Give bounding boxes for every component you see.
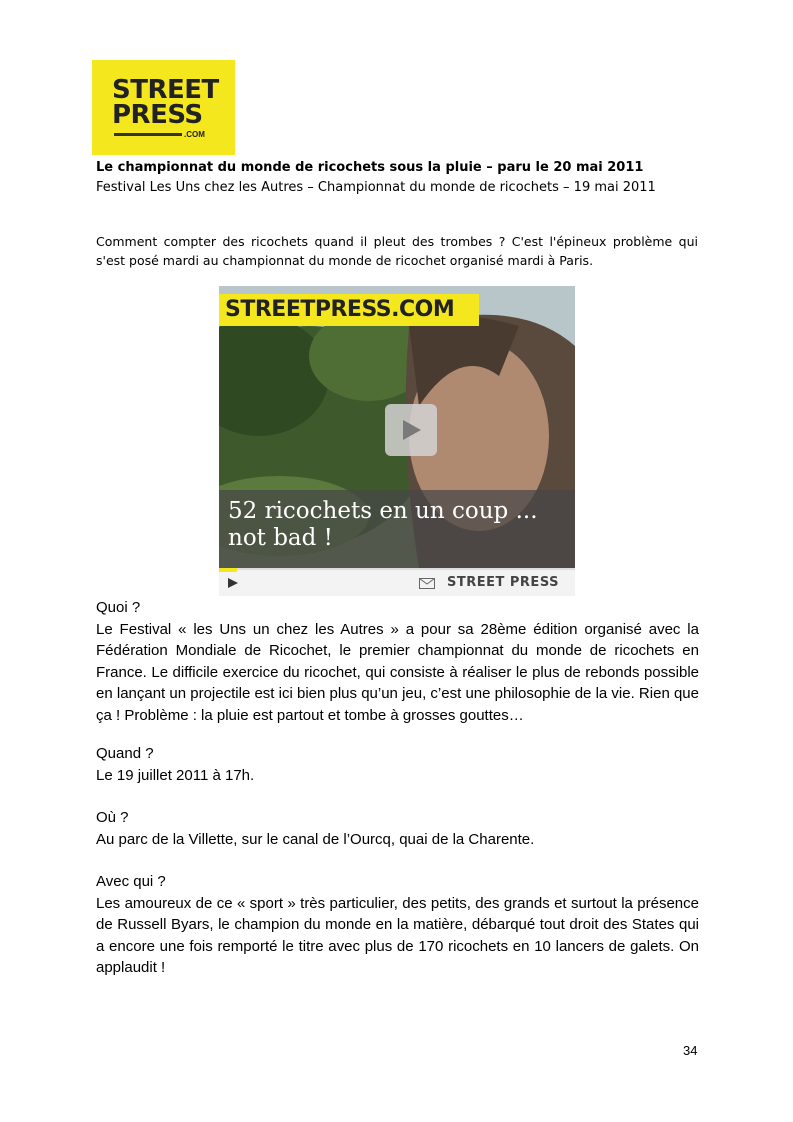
logo-line-2: PRESS: [112, 100, 203, 130]
section-heading: Où ?: [96, 809, 129, 826]
logo-domain: .COM: [184, 130, 205, 139]
video-controls: [219, 568, 575, 596]
article-title: Le championnat du monde de ricochets sous la pluie – paru le 20 mai 2011: [96, 160, 644, 175]
section-avec-qui: [96, 871, 699, 979]
logo-underline: [114, 133, 182, 136]
section-heading: Quoi ?: [96, 599, 141, 616]
section-text: Le 19 juillet 2011 à 17h.: [96, 766, 255, 784]
share-mail-icon[interactable]: [419, 578, 435, 589]
progress-bar[interactable]: [219, 568, 237, 572]
page-number: 34: [683, 1043, 698, 1058]
section-quoi: [96, 597, 699, 726]
play-icon: [401, 418, 423, 442]
control-play-icon[interactable]: [227, 577, 239, 589]
section-heading: Quand ?: [96, 745, 154, 762]
section-heading: Avec qui ?: [96, 873, 166, 890]
video-caption: [219, 490, 575, 570]
controls-brand: STREET PRESS: [447, 575, 559, 590]
intro-paragraph: Comment compter des ricochets quand il pleut des trombes ? C'est l'épineux problème qui s'est posé mardi au championnat du monde de ricochet organisé mardi à Paris.: [96, 234, 698, 268]
caption-line-2: not bad !: [228, 525, 333, 551]
logo-line-1: STREET: [112, 75, 219, 105]
section-text: Les amoureux de ce « sport » très particulier, des petits, des grands et surtout la présence de Russell Byars, le champion du monde en la matière, débarqué tout droit des States qui a encore une fois remporté le titre avec plus de 170 ricochets en 10 lancers de galets. On applaudit !: [96, 894, 699, 976]
play-button[interactable]: [385, 404, 437, 456]
section-quand: [96, 743, 699, 786]
video-player[interactable]: [219, 286, 575, 596]
article-subtitle: Festival Les Uns chez les Autres – Championnat du monde de ricochets – 19 mai 2011: [96, 180, 656, 195]
streetpress-logo: [92, 60, 235, 155]
section-text: Le Festival « les Uns un chez les Autres » a pour sa 28ème édition organisé avec la Fédération Mondiale de Ricochet, le premier championnat du monde de ricochets en France. Le difficile exercice du ricochet, qui consiste à réaliser le plus de rebonds possible en lançant un projectile est ici bien plus qu’un jeu, c’est une philosophie de la vie. Rien que ça ! Problème : la pluie est partout et tombe à grosses gouttes…: [96, 620, 699, 724]
section-ou: [96, 807, 699, 850]
caption-line-1: 52 ricochets en un coup ...: [228, 498, 538, 524]
video-brand-banner: STREETPRESS.COM: [219, 294, 479, 326]
section-text: Au parc de la Villette, sur le canal de l’Ourcq, quai de la Charente.: [96, 830, 535, 848]
